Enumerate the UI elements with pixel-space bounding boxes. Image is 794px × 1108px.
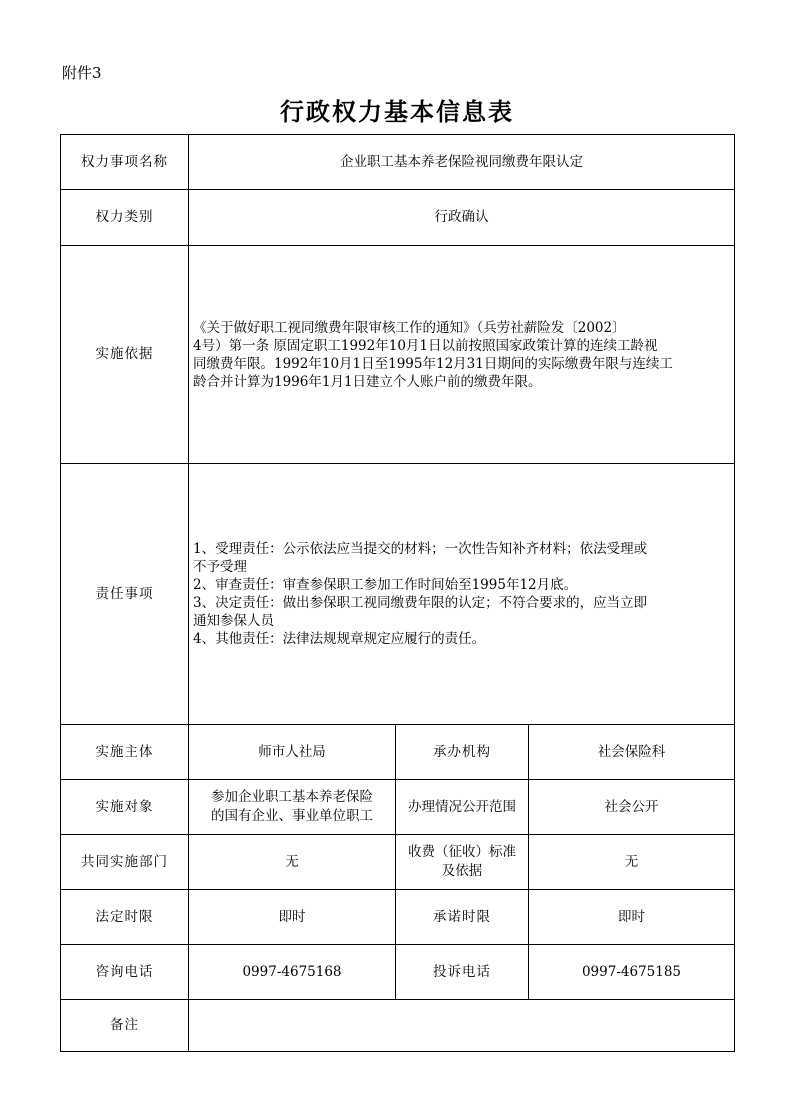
info-table <box>60 134 735 1052</box>
subject-label: 实施主体 <box>61 725 189 780</box>
fee-standard-label-line: 收费（征收）标准 <box>408 844 516 860</box>
power-category-label: 权力类别 <box>61 190 189 246</box>
promised-time-limit-value: 即时 <box>529 890 735 945</box>
legal-time-limit-value: 即时 <box>189 890 396 945</box>
promised-time-limit-label: 承诺时限 <box>396 890 529 945</box>
inquiry-phone-label: 咨询电话 <box>61 945 189 1000</box>
disclosure-label: 办理情况公开范围 <box>396 780 529 835</box>
agency-value: 社会保险科 <box>529 725 735 780</box>
complaint-phone-value: 0997-4675185 <box>529 945 735 1000</box>
responsibility-text <box>189 464 735 725</box>
attachment-label: 附件3 <box>62 64 102 82</box>
responsibility-line: 1、受理责任：公示依法应当提交的材料；一次性告知补齐材料；依法受理或 <box>193 541 648 557</box>
remark-label: 备注 <box>61 1000 189 1052</box>
target-value-line: 参加企业职工基本养老保险 <box>211 789 373 805</box>
basis-text <box>189 246 735 464</box>
target-value-line: 的国有企业、事业单位职工 <box>211 808 373 824</box>
joint-dept-label: 共同实施部门 <box>61 835 189 890</box>
power-category-value: 行政确认 <box>189 190 735 246</box>
table-row <box>61 725 735 780</box>
basis-line: 龄合并计算为1996年1月1日建立个人账户前的缴费年限。 <box>193 373 542 390</box>
table-row <box>61 464 735 725</box>
subject-value: 师市人社局 <box>189 725 396 780</box>
responsibility-line: 不予受理 <box>193 559 247 575</box>
fee-standard-label-line: 及依据 <box>441 863 483 879</box>
fee-standard-value: 无 <box>529 835 735 890</box>
basis-line: 《关于做好职工视同缴费年限审核工作的通知》（兵劳社薪险发〔2002〕 <box>193 319 626 336</box>
power-name-value: 企业职工基本养老保险视同缴费年限认定 <box>189 135 735 190</box>
basis-line: 4号）第一条 原固定职工1992年10月1日以前按照国家政策计算的连续工龄视 <box>193 337 658 354</box>
agency-label: 承办机构 <box>396 725 529 780</box>
responsibility-line: 4、其他责任：法律法规规章规定应履行的责任。 <box>193 631 486 647</box>
table-row <box>61 135 735 190</box>
page-title: 行政权力基本信息表 <box>280 97 514 126</box>
table-row <box>61 945 735 1000</box>
table-row <box>61 246 735 464</box>
basis-label: 实施依据 <box>61 246 189 464</box>
remark-value <box>189 1000 735 1052</box>
responsibility-label: 责任事项 <box>61 464 189 725</box>
table-row <box>61 890 735 945</box>
disclosure-value: 社会公开 <box>529 780 735 835</box>
table-row <box>61 835 735 890</box>
power-name-label: 权力事项名称 <box>61 135 189 190</box>
basis-line: 同缴费年限。1992年10月1日至1995年12月31日期间的实际缴费年限与连续工 <box>193 355 673 372</box>
target-value <box>189 780 396 835</box>
complaint-phone-label: 投诉电话 <box>396 945 529 1000</box>
inquiry-phone-value: 0997-4675168 <box>189 945 396 1000</box>
responsibility-line: 2、审查责任：审查参保职工参加工作时间始至1995年12月底。 <box>193 577 578 593</box>
legal-time-limit-label: 法定时限 <box>61 890 189 945</box>
fee-standard-label <box>396 835 529 890</box>
table-row <box>61 1000 735 1052</box>
joint-dept-value: 无 <box>189 835 396 890</box>
target-label: 实施对象 <box>61 780 189 835</box>
table-row <box>61 190 735 246</box>
table-row <box>61 780 735 835</box>
responsibility-line: 通知参保人员 <box>193 613 274 629</box>
responsibility-line: 3、决定责任：做出参保职工视同缴费年限的认定；不符合要求的，应当立即 <box>193 595 648 611</box>
